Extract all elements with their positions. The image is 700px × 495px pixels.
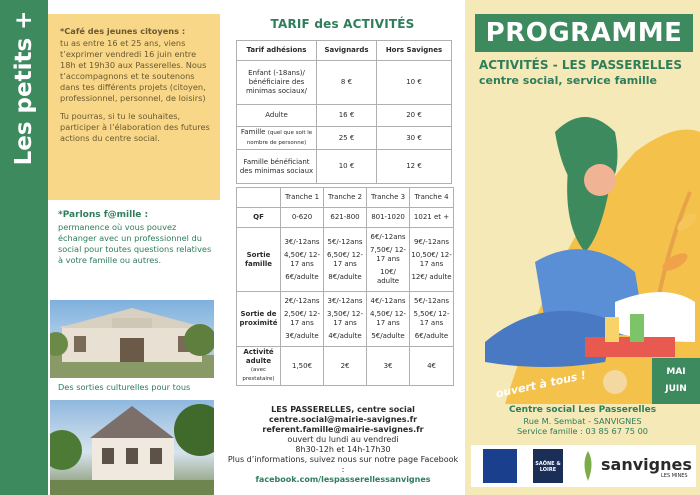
tranches-table	[236, 187, 454, 386]
table-row	[237, 208, 454, 228]
contact-email-2[interactable]: referent.famille@mairie-savignes.fr	[262, 425, 424, 434]
t2-header: Tranche 4	[410, 188, 454, 208]
price: 2€/-12ans	[284, 297, 320, 305]
price: 9€/-12ans	[413, 237, 450, 246]
table-row	[237, 188, 454, 208]
partner-logos	[471, 445, 696, 487]
t2-row-label: QF	[237, 208, 281, 228]
contact-name: LES PASSERELLES, centre social	[271, 405, 415, 414]
table-row	[237, 292, 454, 347]
price: 6,50€/ 12-17 ans	[326, 250, 364, 268]
price: 5€/-12ans	[413, 297, 450, 305]
t1-value: 12 €	[376, 150, 451, 184]
t1-value: 20 €	[376, 105, 451, 127]
programme-title: PROGRAMME	[485, 18, 683, 48]
t1-value: 25 €	[317, 127, 377, 150]
photo-building-2	[50, 400, 214, 495]
photo-caption: Des sorties culturelles pour tous	[58, 382, 191, 392]
t2-cell: 621-800	[324, 208, 367, 228]
price: 6€/adulte	[285, 272, 319, 281]
t2-header: Tranche 3	[367, 188, 410, 208]
price: 4€/-12ans	[370, 297, 406, 305]
t2-header: Tranche 2	[324, 188, 367, 208]
t2-cell: 4€	[410, 347, 454, 386]
left-band	[0, 0, 48, 495]
table-row	[237, 127, 452, 150]
price: 4€/adulte	[328, 332, 362, 340]
ouvert-a-tous: ouvert à tous !	[494, 368, 588, 401]
table-row	[237, 150, 452, 184]
t2-row-label: Activité adulte	[243, 348, 274, 365]
t1-value: 10 €	[317, 150, 377, 184]
t1-label: Adulte	[237, 105, 317, 127]
tarif-column	[220, 0, 465, 495]
t1-label: Famille	[240, 128, 266, 136]
t2-cell	[410, 228, 454, 292]
t2-cell: 3€	[367, 347, 410, 386]
activites-subtitle: centre social, service famille	[479, 74, 658, 87]
t2-cell	[324, 228, 367, 292]
band-label: Les petits +	[11, 10, 37, 166]
contact-block	[226, 405, 460, 485]
centre-address: Rue M. Sembat - SANVIGNES	[523, 415, 642, 426]
sanvignes-logo-sub: LES MINES	[661, 473, 688, 479]
tarif-adhesions-table	[236, 40, 452, 184]
tarif-title: TARIF des ACTIVITÉS	[270, 17, 415, 31]
t1-value: 16 €	[317, 105, 377, 127]
price: 3€/adulte	[285, 332, 319, 340]
price: 5€/adulte	[371, 332, 405, 340]
programme-banner	[475, 14, 693, 52]
price: 6€/adulte	[414, 332, 449, 340]
saone-loire-logo: SAÔNE & LOIRE	[533, 449, 563, 483]
price: 2,50€/ 12-17 ans	[283, 310, 321, 327]
parlons-famille	[58, 210, 216, 266]
t2-cell: 0-620	[281, 208, 324, 228]
t2-cell: 1021 et +	[410, 208, 454, 228]
t1-label-cell	[237, 127, 317, 150]
month-badge	[652, 358, 700, 404]
t1-label: Enfant (-18ans)/ bénéficiaire des minimas sociaux/	[237, 61, 317, 105]
facebook-link[interactable]: facebook.com/lespasserellessanvignes	[255, 475, 431, 484]
t2-header	[237, 188, 281, 208]
t2-cell	[324, 292, 367, 347]
t2-cell: 1,50€	[281, 347, 324, 386]
price: 3€/-12ans	[284, 237, 320, 246]
leaf-logo	[579, 449, 597, 483]
t2-cell: 2€	[324, 347, 367, 386]
parlons-text: permanence où vous pouvez échanger avec un professionnel du social pour toutes questions relatives à votre famille ou autres.	[58, 222, 212, 265]
t2-cell	[281, 292, 324, 347]
centre-phone: Service famille : 03 85 67 75 00	[516, 426, 649, 436]
t2-cell	[367, 228, 410, 292]
cafe-box	[48, 14, 220, 200]
parlons-title: *Parlons f@mille :	[58, 210, 149, 220]
price: 4,50€/ 12-17 ans	[370, 310, 407, 327]
price: 3,50€/ 12-17 ans	[326, 310, 364, 327]
price: 6€/-12ans	[370, 233, 406, 241]
centre-name: Centre social Les Passerelles	[508, 405, 657, 415]
t1-label: Famille bénéficiant des minimas sociaux	[237, 150, 317, 184]
t2-row-label: Sortie de proximité	[237, 292, 281, 347]
t1-value: 30 €	[376, 127, 451, 150]
photo-building-1	[50, 300, 214, 378]
price: 10,50€/ 12-17 ans	[411, 250, 452, 268]
t2-row-label: Sortie famille	[237, 228, 281, 292]
table-row	[237, 105, 452, 127]
caf-logo	[483, 449, 517, 483]
table-row	[237, 347, 454, 386]
t1-value: 8 €	[317, 61, 377, 105]
price: 10€/ adulte	[376, 268, 400, 285]
activites-title: ACTIVITÉS - LES PASSERELLES	[479, 58, 683, 72]
contact-email-1[interactable]: centre.social@mairie-savignes.fr	[268, 415, 418, 424]
contact-hours-2: 8h30-12h et 14h-17h30	[295, 445, 391, 454]
cover-column	[465, 0, 700, 495]
t2-row-label-cell	[237, 347, 281, 386]
t1-header: Tarif adhésions	[237, 41, 317, 61]
t2-header: Tranche 1	[281, 188, 324, 208]
price: 3€/-12ans	[327, 297, 363, 305]
price: 12€/ adulte	[411, 272, 452, 281]
cafe-text-2: Tu pourras, si tu le souhaites, participer à l’élaboration des futures actions du centre social.	[60, 111, 210, 143]
table-row	[237, 61, 452, 105]
cafe-title: *Café des jeunes citoyens :	[60, 26, 186, 36]
t2-cell	[410, 292, 454, 347]
table-row	[237, 228, 454, 292]
t1-label-note: (quel que soit le nombre de personne)	[246, 130, 313, 146]
price: 5,50€/ 12-17 ans	[413, 310, 450, 327]
contact-info: Plus d’informations, suivez nous sur notre page Facebook :	[227, 455, 459, 474]
centre-info	[465, 405, 700, 437]
t1-header: Hors Savignes	[376, 41, 451, 61]
t1-value: 10 €	[376, 61, 451, 105]
price: 4,50€/ 12-17 ans	[283, 250, 321, 268]
sanvignes-logo	[601, 449, 696, 483]
price: 5€/-12ans	[327, 237, 363, 246]
left-column	[48, 0, 220, 495]
t2-cell	[367, 292, 410, 347]
price: 8€/adulte	[328, 272, 362, 281]
t2-row-note: (avec prestataire)	[242, 367, 275, 382]
contact-hours-1: ouvert du lundi au vendredi	[287, 435, 399, 444]
month-may: MAI	[666, 367, 686, 377]
t1-header: Savignards	[317, 41, 377, 61]
sanvignes-logo-text: sanvignes	[601, 455, 692, 474]
t2-cell: 801-1020	[367, 208, 410, 228]
t2-cell	[281, 228, 324, 292]
cafe-text: tu as entre 16 et 25 ans, viens t’exprimer vendredi 16 juin entre 18h et 19h30 aux Passerelles. Nous t’accompagnons et te soutenons dans tes différents projets (citoyen, professionnel, personnel, de loisirs)	[60, 38, 207, 103]
month-june: JUIN	[665, 384, 687, 394]
price: 7,50€/ 12-17 ans	[370, 246, 407, 263]
